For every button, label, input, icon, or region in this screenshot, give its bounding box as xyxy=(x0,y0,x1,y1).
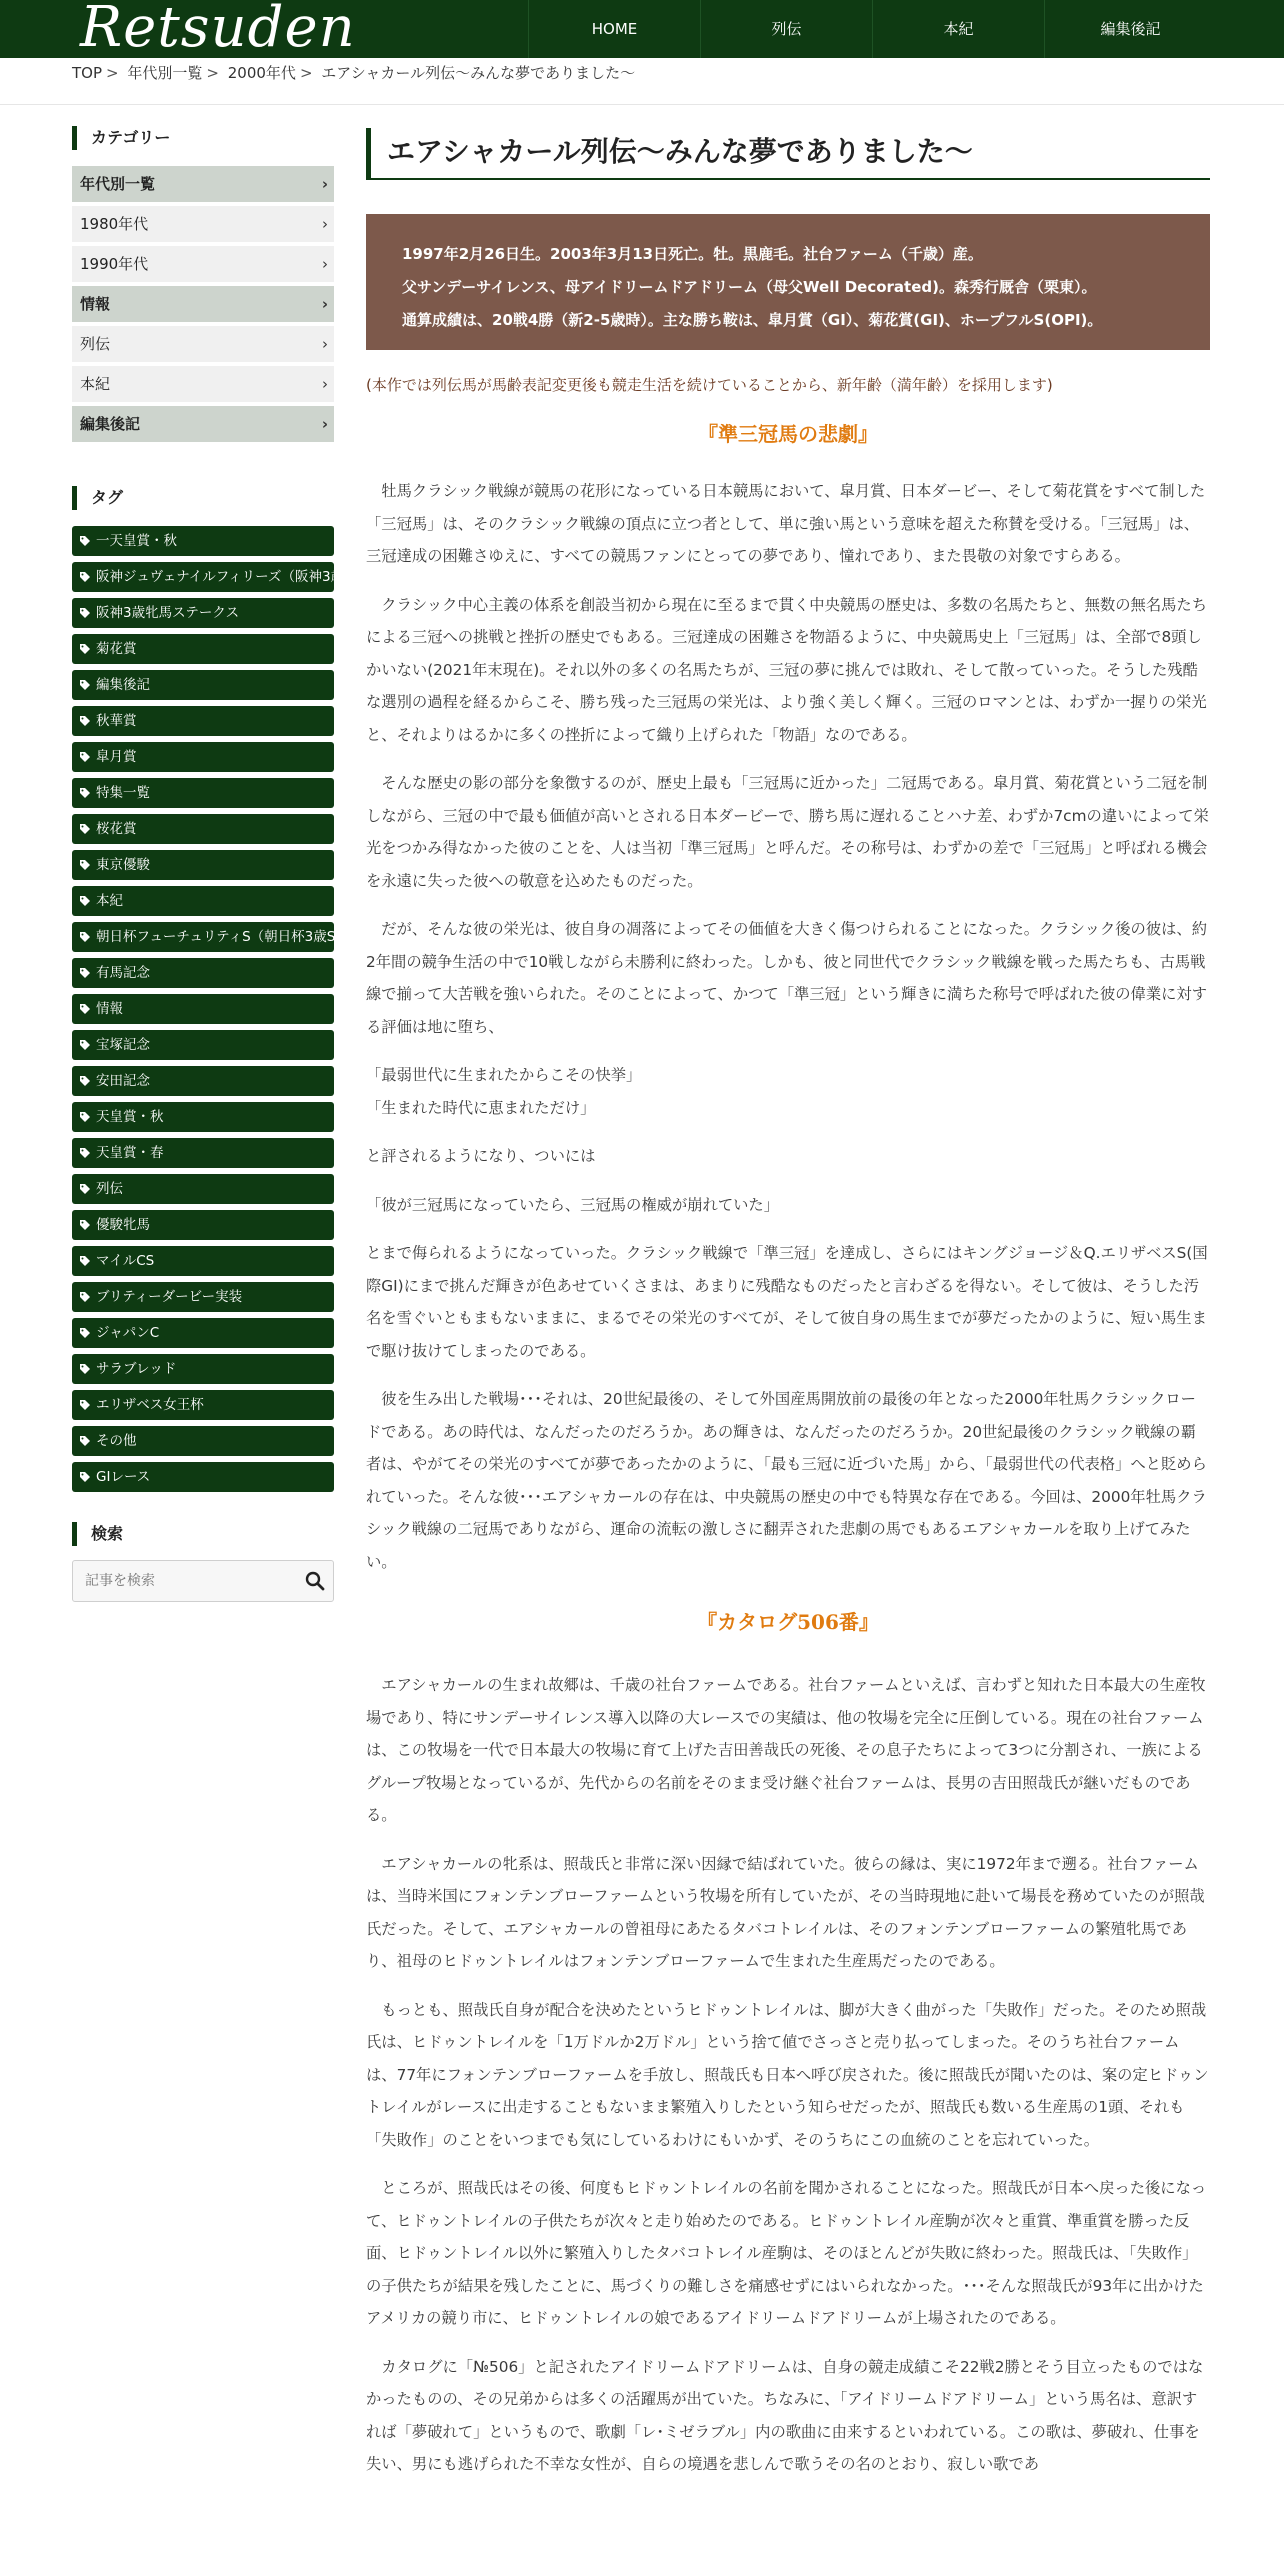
tag-label: 秋華賞 xyxy=(96,713,137,729)
section-title: 『準三冠馬の悲劇』 xyxy=(698,422,878,446)
category-item[interactable] xyxy=(72,286,334,322)
tag-icon xyxy=(80,968,90,978)
search-icon[interactable] xyxy=(305,1571,325,1591)
age-note: (本作では列伝馬が馬齢表記変更後も競走生活を続けていることから、新年齢（満年齢）を採用します) xyxy=(366,376,1053,394)
section-body xyxy=(366,1669,1210,2481)
tag-label: 情報 xyxy=(96,1001,123,1017)
breadcrumb-sep: > xyxy=(106,64,119,82)
tag-label: 阪神3歳牝馬ステークス xyxy=(96,605,240,621)
tag-label: サラブレッド xyxy=(96,1361,177,1377)
paragraph: エアシャカールの牝系は、照哉氏と非常に深い因縁で結ばれていた。彼らの縁は、実に1972年まで遡る。社台ファームは、当時米国にフォンテンブローファームという牧場を所有していたが、その当時現地に赴いて場長を務めていたのが照哉氏だった。そして、エアシャカールの曾祖母にあたるタバコトレイルは、そのフォンテンブローファームの繁殖牝馬であり、祖母のヒドゥントレイルはフォンテンブローファームで生まれた生産馬だったのである。 xyxy=(366,1854,1205,1970)
tag-icon xyxy=(80,1472,90,1482)
paragraph: ところが、照哉氏はその後、何度もヒドゥントレイルの名前を聞かされることになった。照哉氏が日本へ戻った後になって、ヒドゥントレイルの子供たちが次々と走り始めたのである。ヒドゥントレイル産駒が次々と重賞、準重賞を勝った反面、ヒドゥントレイル以外に繁殖入りしたタバコトレイル産駒は、そのほとんどが失敗に終わった。照哉氏は、「失敗作」の子供たちが結果を残したことに、馬づくりの難しさを痛感せずにはいられなかった。･･･そんな照哉氏が93年に出かけたアメリカの競り市に、ヒドゥントレイルの娘であるアイドリームドアドリームが上場されたのである。 xyxy=(366,2179,1207,2327)
article-title-block xyxy=(366,128,1210,180)
article xyxy=(366,128,1210,2481)
tag-label: 菊花賞 xyxy=(96,641,137,657)
tag-item[interactable] xyxy=(72,1246,334,1276)
tag-icon xyxy=(80,824,90,834)
site-header xyxy=(0,0,1284,58)
tag-icon xyxy=(80,788,90,798)
breadcrumb-2000s[interactable]: 2000年代 xyxy=(227,64,296,82)
tag-item[interactable] xyxy=(72,1282,334,1312)
tag-icon xyxy=(80,1400,90,1410)
tag-icon xyxy=(80,680,90,690)
tag-item[interactable] xyxy=(72,958,334,988)
chevron-right-icon: › xyxy=(321,295,328,313)
tag-item[interactable] xyxy=(72,814,334,844)
quote-line: 「彼が三冠馬になっていたら、三冠馬の権威が崩れていた」 xyxy=(366,1195,780,1214)
main-nav xyxy=(528,0,1216,58)
paragraph: もっとも、照哉氏自身が配合を決めたというヒドゥントレイルは、脚が大きく曲がった「失敗作」だった。そのため照哉氏は、ヒドゥントレイルを「1万ドルか2万ドル」という捨て値でさっさと売り払ってしまった。そのうち社台ファームは、77年にフォンテンブローファームを手放し、照哉氏も日本へ呼び戻された。後に照哉氏が聞いたのは、案の定ヒドゥントレイルがレースに出走することもないまま繁殖入りしたという知らせだったが、照哉氏も数いる生産馬の1頭、それも「失敗作」のことをいつまでも気にしているわけにもいかず、そのうちにこの血統のことを忘れていった。 xyxy=(366,2000,1209,2149)
category-label: 1980年代 xyxy=(80,215,149,233)
article-title: エアシャカール列伝～みんな夢でありました～ xyxy=(387,135,973,168)
category-item[interactable] xyxy=(72,246,334,282)
category-label: 本紀 xyxy=(80,375,111,393)
info-line: 1997年2月26日生。2003年3月13日死亡。牡。黒鹿毛。社台ファーム（千歳）産。 xyxy=(402,245,983,263)
info-line: 父サンデーサイレンス、母アイドリームドアドリーム（母父Well Decorated)。森秀行厩舎（栗東）。 xyxy=(402,278,1097,296)
tag-label: ブリティーダービー実装 xyxy=(96,1289,243,1305)
tag-heading: タグ xyxy=(72,486,334,510)
tag-label: 天皇賞・春 xyxy=(96,1145,164,1161)
tag-icon xyxy=(80,644,90,654)
tag-item[interactable] xyxy=(72,1138,334,1168)
chevron-right-icon: › xyxy=(321,175,328,193)
tag-label: 阪神ジュヴェナイルフィリーズ（阪神3歳牝馬S） xyxy=(96,569,394,585)
chevron-right-icon: › xyxy=(322,215,328,233)
tag-list xyxy=(72,526,394,1492)
paragraph: クラシック中心主義の体系を創設当初から現在に至るまで貫く中央競馬の歴史は、多数の名馬たちと、無数の無名馬たちによる三冠への挑戦と挫折の歴史でもある。三冠達成の困難さを物語るように、中央競馬史上「三冠馬」は、全部で8頭しかいない(2021年末現在)。それ以外の多くの名馬たちが、三冠の夢に挑んでは敗れ、そして散っていった。そうした残酷な選別の過程を経るからこそ、勝ち残った三冠馬の栄光は、より強く美しく輝く。三冠のロマンとは、わずか一握りの栄光と、それよりはるかに多くの挫折によって織り上げられた「物語」なのである。 xyxy=(366,595,1208,744)
tag-item[interactable] xyxy=(72,634,334,664)
paragraph: 牡馬クラシック戦線が競馬の花形になっている日本競馬において、皐月賞、日本ダービー、そして菊花賞をすべて制した「三冠馬」は、そのクラシック戦線の頂点に立つ者として、単に強い馬という意味を超えた称賛を受ける。「三冠馬」は、三冠達成の困難さゆえに、すべての競馬ファンにとっての夢であり、憧れであり、また畏敬の対象ですらある。 xyxy=(366,482,1206,565)
category-label: 年代別一覧 xyxy=(80,175,156,193)
tag-item[interactable] xyxy=(72,1066,334,1096)
category-item[interactable] xyxy=(72,206,334,242)
tag-icon xyxy=(80,1364,90,1374)
tag-label: 宝塚記念 xyxy=(96,1037,150,1053)
tag-label: 桜花賞 xyxy=(96,821,137,837)
paragraph: とまで侮られるようになっていった。クラシック戦線で「準三冠」を達成し、さらにはキングジョージ＆Q.エリザベスS(国際GI)にまで挑んだ輝きが色あせていくさまは、あまりに残酷なものだったと言わざるを得ない。そして彼は、そうした汚名を雪ぐいともまもないままに、まるでその栄光のすべてが、そして彼自身の馬生までが夢だったかのように、短い馬生まで駆け抜けてしまったのである。 xyxy=(366,1244,1208,1360)
paragraph: カタログに「№506」と記されたアイドリームドアドリームは、自身の競走成績こそ22戦2勝とそう目立ったものではなかったものの、その兄弟からは多くの活躍馬が出ていた。ちなみに、「アイドリームドアドリーム」という馬名は、意訳すれば「夢破れて」というもので、歌劇「レ･ミゼラブル」内の歌曲に由来するといわれている。この歌は、夢破れ、仕事を失い、男にも逃げられた不幸な女性が、自らの境遇を悲しんで歌うその名のとおり、寂しい歌であ xyxy=(366,2357,1204,2473)
section-body xyxy=(366,475,1210,1578)
nav-home[interactable]: HOME xyxy=(528,0,700,58)
sidebar xyxy=(72,126,394,1602)
tag-label: マイルCS xyxy=(96,1253,155,1269)
tag-item[interactable] xyxy=(72,1318,334,1348)
category-list xyxy=(72,166,334,442)
category-label: 1990年代 xyxy=(80,255,149,273)
tag-label: その他 xyxy=(96,1433,137,1449)
tag-label: 東京優駿 xyxy=(96,857,150,873)
search-box xyxy=(72,1560,334,1602)
tag-item[interactable] xyxy=(72,886,334,916)
chevron-right-icon: › xyxy=(321,415,328,433)
tag-item[interactable] xyxy=(72,562,394,592)
quote-line: 「最弱世代に生まれたからこその快挙」 xyxy=(366,1066,642,1084)
paragraph: 彼を生み出した戦場･･･それは、20世紀最後の、そして外国産馬開放前の最後の年となった2000年牡馬クラシックロードである。あの時代は、なんだったのだろうか。あの輝きは、なんだったのだろうか。20世紀最後のクラシック戦線の覇者は、やがてその栄光のすべてが夢であったかのように、「最も三冠に近づいた馬」から、「最弱世代の代表格」へと貶められていった。そんな彼･･･エアシャカールの存在は、中央競馬の歴史の中でも特異な存在である。今回は、2000年牡馬クラシック戦線の二冠馬でありながら、運命の流転の激しさに翻弄された悲劇の馬でもあるエアシャカールを取り上げてみたい。 xyxy=(366,1390,1207,1571)
chevron-right-icon: › xyxy=(322,335,328,353)
tag-item[interactable] xyxy=(72,1210,334,1240)
tag-label: 有馬記念 xyxy=(96,965,150,981)
tag-icon xyxy=(80,860,90,870)
tag-icon xyxy=(80,1076,90,1086)
nav-retsuden[interactable]: 列伝 xyxy=(700,0,872,58)
tag-icon xyxy=(80,608,90,618)
breadcrumb-decades[interactable]: 年代別一覧 xyxy=(127,64,203,82)
paragraph: と評されるようになり、ついには xyxy=(366,1147,596,1165)
tag-item[interactable] xyxy=(72,598,334,628)
paragraph: エアシャカールの生まれ故郷は、千歳の社台ファームである。社台ファームといえば、言わずと知れた日本最大の生産牧場であり、特にサンデーサイレンス導入以降の大レースでの実績は、他の牧場を完全に圧倒している。現在の社台ファームは、この牧場を一代で日本最大の牧場に育て上げた吉田善哉氏の死後、その息子たちによって3つに分割され、一族によるグループ牧場となっているが、先代からの名前をそのまま受け継ぐ社台ファームは、長男の吉田照哉氏が継いだものである。 xyxy=(366,1676,1206,1824)
tag-label: 編集後記 xyxy=(96,677,150,693)
tag-item[interactable] xyxy=(72,1030,334,1060)
tag-label: エリザベス女王杯 xyxy=(96,1397,204,1413)
tag-label: 天皇賞・秋 xyxy=(96,1109,164,1125)
category-item[interactable] xyxy=(72,406,334,442)
breadcrumb-top[interactable]: TOP xyxy=(72,64,103,82)
tag-item[interactable] xyxy=(72,1354,334,1384)
category-item[interactable] xyxy=(72,166,334,202)
tag-icon xyxy=(80,1184,90,1194)
tag-icon xyxy=(80,1112,90,1122)
tag-label: 特集一覧 xyxy=(96,785,150,801)
paragraph: だが、そんな彼の栄光は、彼自身の凋落によってその価値を大きく傷つけられることになった。クラシック後の彼は、約2年間の競争生活の中で10戦しながら未勝利に終わった。しかも、彼と同世代でクラシック戦線を戦った馬たちも、古馬戦線で揃って大苦戦を強いられた。そのことによって、かつて「準三冠」という輝きに満ちた称号で呼ばれた彼の偉業に対する評価は地に堕ち、 xyxy=(366,920,1208,1036)
tag-item[interactable] xyxy=(72,742,334,772)
tag-item[interactable] xyxy=(72,778,334,808)
paragraph: そんな歴史の影の部分を象徴するのが、歴史上最も「三冠馬に近かった」二冠馬である。皐月賞、菊花賞という二冠を制しながら、三冠の中で最も価値が高いとされる日本ダービーで、勝ち馬に遅れることハナ差、わずか7cmの違いによって栄光をつかみ得なかった彼のことを、人は当初「準三冠馬」と呼んだ。その称号は、わずかの差で「三冠馬」と呼ばれる機会を永遠に失った彼への敬意を込めたものだった。 xyxy=(366,774,1209,890)
search-heading: 検索 xyxy=(72,1522,334,1546)
tag-item[interactable] xyxy=(72,1462,334,1492)
tag-icon xyxy=(80,752,90,762)
horse-info-box xyxy=(366,214,1210,350)
category-heading: カテゴリー xyxy=(72,126,334,150)
tag-item[interactable] xyxy=(72,706,334,736)
tag-item[interactable] xyxy=(72,994,334,1024)
tag-icon xyxy=(80,716,90,726)
tag-label: ジャパンC xyxy=(96,1325,160,1341)
info-line: 通算成績は、20戦4勝（新2-5歳時）。主な勝ち鞍は、皐月賞（GI）、菊花賞(GI)、ホープフルS(OPI)。 xyxy=(402,311,1103,329)
chevron-right-icon: › xyxy=(322,375,328,393)
title-underline xyxy=(366,178,1210,180)
category-label: 情報 xyxy=(80,295,111,313)
tag-icon xyxy=(80,1256,90,1266)
tag-item[interactable] xyxy=(72,850,334,880)
tag-label: 朝日杯フューチュリティS（朝日杯3歳S） xyxy=(96,929,349,945)
tag-icon xyxy=(80,1004,90,1014)
tag-label: 安田記念 xyxy=(96,1073,150,1089)
tag-item[interactable] xyxy=(72,526,334,556)
tag-icon xyxy=(80,1292,90,1302)
site-logo[interactable]: Retsuden xyxy=(80,0,356,60)
search-input[interactable] xyxy=(73,1561,293,1601)
tag-label: 優駿牝馬 xyxy=(96,1217,150,1233)
tag-icon xyxy=(80,1328,90,1338)
section-title: 『カタログ506番』 xyxy=(697,1610,879,1634)
tag-item[interactable] xyxy=(72,1390,334,1420)
breadcrumb xyxy=(72,62,639,83)
tag-item[interactable] xyxy=(72,1174,334,1204)
tag-label: 列伝 xyxy=(96,1181,123,1197)
category-label: 編集後記 xyxy=(80,415,141,433)
tag-item[interactable] xyxy=(72,922,349,952)
tag-icon xyxy=(80,932,90,942)
category-label: 列伝 xyxy=(80,335,111,353)
tag-label: 一天皇賞・秋 xyxy=(96,533,177,549)
tag-label: GIレース xyxy=(96,1469,151,1485)
tag-icon xyxy=(80,896,90,906)
tag-label: 本紀 xyxy=(96,893,123,909)
category-item[interactable] xyxy=(72,326,334,362)
tag-item[interactable] xyxy=(72,670,334,700)
tag-label: 皐月賞 xyxy=(96,749,137,765)
breadcrumb-current: エアシャカール列伝～みんな夢でありました～ xyxy=(321,64,636,82)
breadcrumb-divider xyxy=(0,104,1284,105)
chevron-right-icon: › xyxy=(322,255,328,273)
breadcrumb-sep: > xyxy=(299,64,313,82)
tag-icon xyxy=(80,1436,90,1446)
category-item[interactable] xyxy=(72,366,334,402)
tag-icon xyxy=(80,1220,90,1230)
tag-icon xyxy=(80,572,90,582)
tag-item[interactable] xyxy=(72,1102,334,1132)
tag-icon xyxy=(80,536,90,546)
nav-hongi[interactable]: 本紀 xyxy=(872,0,1044,58)
quote-line: 「生まれた時代に恵まれただけ」 xyxy=(366,1098,596,1117)
nav-editors-note[interactable]: 編集後記 xyxy=(1044,0,1216,58)
tag-icon xyxy=(80,1040,90,1050)
tag-item[interactable] xyxy=(72,1426,334,1456)
tag-icon xyxy=(80,1148,90,1158)
breadcrumb-sep: > xyxy=(206,64,219,82)
